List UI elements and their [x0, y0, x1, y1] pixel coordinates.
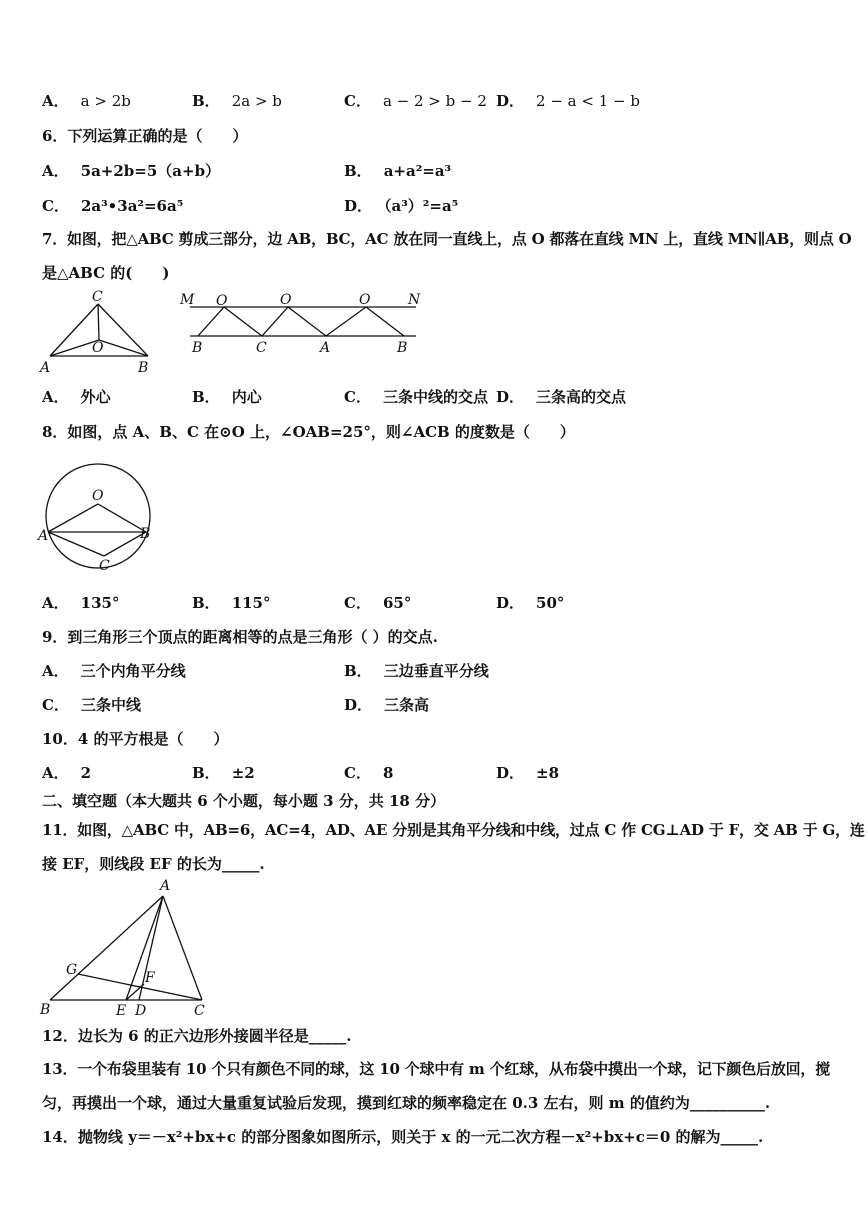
q5-option-b: B． 2a > b: [192, 92, 282, 110]
q7-fig1-label-c: C: [92, 289, 103, 305]
q7-fig2-label-o2: O: [280, 292, 292, 308]
q7-fig1-label-b: B: [138, 360, 149, 376]
q8-fig-label-a: A: [38, 528, 49, 544]
q11-fig-label-a: A: [160, 878, 171, 894]
q8-stem: 8．如图，点 A、B、C 在⊙O 上，∠OAB=25°，则∠ACB 的度数是（ ）: [42, 423, 575, 441]
q11-fig-label-f: F: [145, 970, 155, 986]
q10-option-c: C． 8: [344, 764, 394, 782]
q11-stem-line1: 11．如图，△ABC 中，AB=6，AC=4，AD、AE 分别是其角平分线和中线，过点 C 作 CG⊥AD 于 F，交 AB 于 G，连: [42, 821, 865, 839]
q11-fig-label-c: C: [194, 1003, 205, 1019]
q7-option-a: A． 外心: [42, 388, 111, 406]
q12-stem: 12．边长为 6 的正六边形外接圆半径是_____.: [42, 1027, 352, 1045]
q8-option-d: D． 50°: [496, 594, 565, 612]
q11-fig-label-d: D: [135, 1003, 147, 1019]
q8-fig-label-b: B: [140, 526, 151, 542]
q8-fig-label-o: O: [92, 488, 104, 504]
q7-fig2-label-m: M: [180, 292, 195, 308]
q9-option-c: C． 三条中线: [42, 696, 141, 714]
q6-option-b: B． a+a²=a³: [344, 162, 452, 180]
q7-fig2-label-c: C: [256, 340, 267, 356]
q7-triangle-figure: [36, 286, 158, 378]
q8-fig-label-c: C: [99, 558, 110, 574]
q7-fig2-label-b2: B: [397, 340, 408, 356]
q7-fig2-label-o3: O: [359, 292, 371, 308]
q10-option-d: D． ±8: [496, 764, 560, 782]
q11-stem-line2: 接 EF，则线段 EF 的长为_____.: [42, 855, 265, 873]
q7-fig1-label-o: O: [92, 340, 104, 356]
q11-fig-label-b: B: [40, 1002, 51, 1018]
q7-fig2-label-a: A: [320, 340, 331, 356]
q5-option-c: C． a − 2 > b − 2: [344, 92, 487, 110]
q5-option-a: A． a > 2b: [42, 92, 131, 110]
q8-option-c: C． 65°: [344, 594, 412, 612]
q10-option-b: B． ±2: [192, 764, 255, 782]
q10-stem: 10．4 的平方根是（ ）: [42, 730, 229, 748]
q6-option-c: C． 2a³•3a²=6a⁵: [42, 197, 184, 215]
q8-option-b: B． 115°: [192, 594, 271, 612]
q9-option-b: B． 三边垂直平分线: [344, 662, 489, 680]
q7-option-c: C． 三条中线的交点: [344, 388, 488, 406]
q7-stem-line2: 是△ABC 的( ): [42, 264, 170, 282]
q7-fig1-label-a: A: [40, 360, 51, 376]
q9-option-d: D． 三条高: [344, 696, 430, 714]
q7-stem-line1: 7．如图，把△ABC 剪成三部分，边 AB，BC，AC 放在同一直线上，点 O 都落在直线 MN 上，直线 MN∥AB，则点 O: [42, 230, 852, 248]
q7-fig2-label-n: N: [408, 292, 421, 308]
section-heading-fill-blank: 二、填空题（本大题共 6 个小题，每小题 3 分，共 18 分）: [42, 792, 446, 810]
q11-fig-label-e: E: [116, 1003, 127, 1019]
q9-option-a: A． 三个内角平分线: [42, 662, 186, 680]
q5-option-d: D． 2 − a < 1 − b: [496, 92, 640, 110]
q8-circle-figure: [36, 452, 160, 576]
q10-option-a: A． 2: [42, 764, 92, 782]
q7-fig2-label-b1: B: [192, 340, 203, 356]
q7-unfolded-figure: [176, 286, 426, 358]
q7-option-d: D． 三条高的交点: [496, 388, 627, 406]
q9-stem: 9．到三角形三个顶点的距离相等的点是三角形（ ）的交点.: [42, 628, 438, 646]
q14-stem: 14．抛物线 y＝－x²+bx+c 的部分图象如图所示，则关于 x 的一元二次方程－x²+bx+c＝0 的解为_____.: [42, 1128, 764, 1146]
q7-fig2-label-o1: O: [216, 293, 228, 309]
q6-option-a: A． 5a+2b=5（a+b）: [42, 162, 221, 180]
q11-fig-label-g: G: [66, 962, 78, 978]
q7-option-b: B． 内心: [192, 388, 262, 406]
q6-option-d: D． （a³）²=a⁵: [344, 197, 459, 215]
q11-triangle-figure: [36, 874, 216, 1020]
q6-stem: 6．下列运算正确的是（ ）: [42, 127, 248, 145]
q13-stem-line1: 13．一个布袋里装有 10 个只有颜色不同的球，这 10 个球中有 m 个红球，从布袋中摸出一个球，记下颜色后放回，搅: [42, 1060, 831, 1078]
q8-option-a: A． 135°: [42, 594, 120, 612]
q13-stem-line2: 匀，再摸出一个球，通过大量重复试验后发现，摸到红球的频率稳定在 0.3 左右，则 m 的值约为__________.: [42, 1094, 771, 1112]
